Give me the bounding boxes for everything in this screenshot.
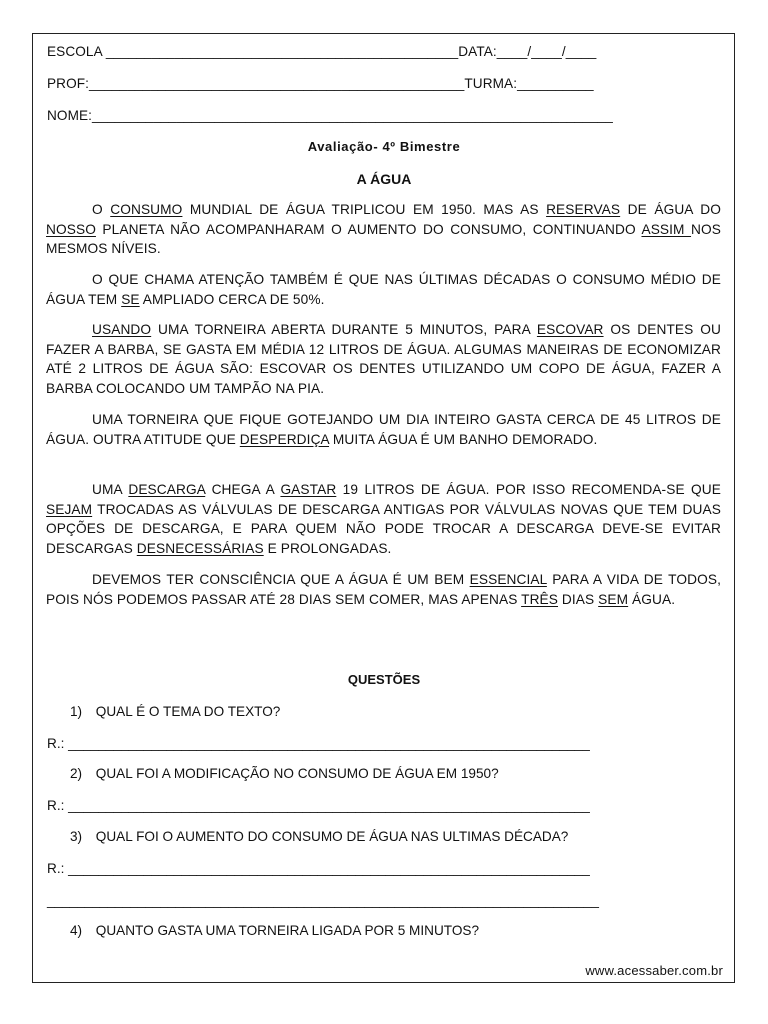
paragraph-text: UMA TORNEIRA QUE FIQUE GOTEJANDO UM DIA INTEIRO GASTA CERCA DE 45 LITROS DE ÁGUA. OUTRA ATITUDE QUE bbox=[46, 412, 721, 447]
text-title: A ÁGUA bbox=[356, 171, 412, 187]
paragraph-text: AMPLIADO CERCA DE 50%. bbox=[139, 291, 325, 307]
paragraph bbox=[46, 200, 721, 259]
underlined-word: GASTAR bbox=[280, 482, 337, 497]
paragraph-text: OS DENTES OU FAZER A BARBA, SE GASTA EM MÉDIA 12 LITROS DE ÁGUA. ALGUMAS MANEIRAS DE ECONOMIZAR ATÉ 2 LITROS DE ÁGUA SÃO: ESCOVAR OS DENTES UTILIZANDO UM COPO DE ÁGUA, FAZER A BARBA COLOCANDO UM TAMPÃO NA PIA. bbox=[46, 322, 721, 396]
underlined-word: DESCARGA bbox=[128, 482, 206, 497]
question-text: QUANTO GASTA UMA TORNEIRA LIGADA POR 5 MINUTOS? bbox=[95, 923, 480, 938]
question-text: QUAL FOI O AUMENTO DO CONSUMO DE ÁGUA NAS ULTIMAS DÉCADA? bbox=[95, 829, 569, 844]
question-number: 3) bbox=[70, 829, 83, 844]
question-number: 1) bbox=[70, 704, 83, 719]
paragraph-text: PLANETA NÃO ACOMPANHARAM O AUMENTO DO CONSUMO, CONTINUANDO bbox=[95, 221, 642, 237]
underlined-word: RESERVAS bbox=[546, 202, 621, 217]
paragraph-text: O bbox=[92, 202, 111, 217]
underlined-word: SE bbox=[121, 291, 140, 307]
question-number: 2) bbox=[70, 766, 83, 781]
paragraph bbox=[46, 320, 721, 398]
underlined-word: CONSUMO bbox=[110, 202, 183, 217]
underlined-word: TRÊS bbox=[521, 591, 559, 607]
paragraph-text: DE ÁGUA DO bbox=[620, 202, 721, 217]
paragraph-text: UMA TORNEIRA ABERTA DURANTE 5 MINUTOS, PARA bbox=[151, 322, 537, 337]
questions-heading: QUESTÕES bbox=[347, 672, 421, 687]
paragraph-text: DEVEMOS TER CONSCIÊNCIA QUE A ÁGUA É UM BEM bbox=[92, 572, 470, 587]
paragraph-text: UMA bbox=[92, 482, 129, 497]
paragraph-text: ÁGUA. bbox=[628, 591, 676, 607]
question-number: 4) bbox=[70, 923, 83, 938]
paragraph-text: O QUE CHAMA ATENÇÃO TAMBÉM É QUE NAS ÚLTIMAS DÉCADAS O CONSUMO MÉDIO DE ÁGUA TEM bbox=[46, 272, 721, 307]
question-1 bbox=[70, 704, 280, 719]
underlined-word: DESPERDIÇA bbox=[239, 431, 330, 447]
paragraph bbox=[46, 270, 721, 309]
paragraph-text: TROCADAS AS VÁLVULAS DE DESCARGA ANTIGAS POR VÁLVULAS NOVAS QUE TEM DUAS OPÇÕES DE DESCARGA, E PARA QUEM NÃO PODE TROCAR A DESCARGA DEVE-SE EVITAR DESCARGAS bbox=[46, 501, 721, 556]
evaluation-subtitle: Avaliação- 4º Bimestre bbox=[307, 139, 461, 154]
teacher-class-field[interactable]: PROF:_________________________________________________TURMA:__________ bbox=[47, 76, 594, 91]
question-2 bbox=[70, 766, 499, 781]
underlined-word: NOSSO bbox=[46, 221, 96, 237]
paragraph bbox=[46, 570, 721, 609]
footer-website: www.acessaber.com.br bbox=[585, 963, 723, 978]
question-text: QUAL FOI A MODIFICAÇÃO NO CONSUMO DE ÁGUA EM 1950? bbox=[95, 766, 499, 781]
paragraph bbox=[46, 480, 721, 558]
paragraph-text: MUNDIAL DE ÁGUA TRIPLICOU EM 1950. MAS AS bbox=[182, 202, 547, 217]
underlined-word: ESSENCIAL bbox=[469, 572, 547, 587]
answer-field-1[interactable]: R.: _____________________________________________________________________ bbox=[47, 736, 590, 751]
paragraph-text: MUITA ÁGUA É UM BANHO DEMORADO. bbox=[329, 431, 598, 447]
school-date-field[interactable]: ESCOLA ______________________________________________DATA:____/____/____ bbox=[47, 44, 597, 59]
student-name-field[interactable]: NOME:____________________________________________________________________ bbox=[47, 108, 613, 123]
question-text: QUAL É O TEMA DO TEXTO? bbox=[95, 704, 281, 719]
underlined-word: SEJAM bbox=[46, 501, 93, 517]
paragraph-text: CHEGA A bbox=[205, 482, 281, 497]
underlined-word: ASSIM bbox=[641, 221, 692, 237]
question-4 bbox=[70, 923, 479, 938]
paragraph bbox=[46, 410, 721, 449]
answer-field-3[interactable]: R.: _____________________________________________________________________ bbox=[47, 861, 590, 876]
question-3 bbox=[70, 829, 568, 844]
answer-field-2[interactable]: R.: _____________________________________________________________________ bbox=[47, 798, 590, 813]
paragraph-text: PARA A VIDA DE TODOS, POIS NÓS PODEMOS PASSAR ATÉ 28 DIAS SEM COMER, MAS APENAS bbox=[46, 572, 721, 607]
paragraph-text: 19 LITROS DE ÁGUA. POR ISSO RECOMENDA-SE QUE bbox=[336, 482, 721, 497]
paragraph-text: E PROLONGADAS. bbox=[263, 540, 392, 556]
underlined-word: DESNECESSÁRIAS bbox=[136, 540, 264, 556]
underlined-word: SEM bbox=[598, 591, 629, 607]
underlined-word: USANDO bbox=[92, 322, 152, 337]
underlined-word: ESCOVAR bbox=[536, 322, 604, 337]
paragraph-text: DIAS bbox=[558, 591, 599, 607]
paragraph-text: NOS MESMOS NÍVEIS. bbox=[46, 221, 722, 256]
answer-field-3-extra-line[interactable]: _________________________________________________________________________ bbox=[47, 893, 599, 908]
